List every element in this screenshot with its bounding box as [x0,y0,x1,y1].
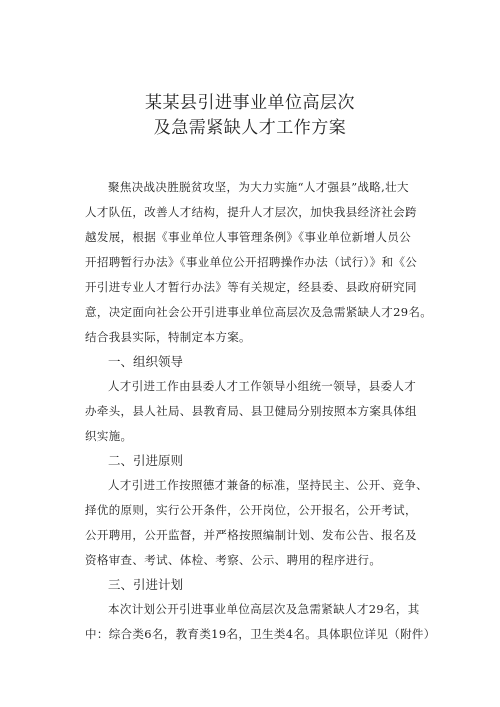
intro-line: 聚焦决战决胜脱贫攻坚，为大力实施“人才强县”战略,壮大 [108,180,409,194]
intro-line: 意，决定面向社会公开引进事业单位高层次及急需紧缺人才29名。 [85,305,433,319]
intro-line: 开引进专业人才暂行办法》等有关规定，经县委、县政府研究同 [85,280,417,294]
section-line: 资格审查、考试、体检、考察、公示、聘用的程序进行。 [85,553,382,567]
section-heading: 三、引进计划 [108,577,184,592]
section-line: 人才引进工作由县委人才工作领导小组统一领导，县委人才 [108,379,417,393]
intro-line: 人才队伍，改善人才结构，提升人才层次，加快我县经济社会跨 [85,205,417,219]
document-title-line-1: 某某县引进事业单位高层次 [145,93,355,113]
section-line: 择优的原则，实行公开条件，公开岗位，公开报名，公开考试， [85,503,417,517]
section-line: 人才引进工作按照德才兼备的标准，坚持民主、公开、竞争、 [108,478,428,492]
section-line: 织实施。 [85,429,133,443]
section-line: 办牵头，县人社局、县教育局、县卫健局分别按照本方案具体组 [85,404,417,418]
section-line: 中：综合类6名，教育类19名，卫生类4名。具体职位详见（附件） [85,627,436,641]
section-line: 公开聘用，公开监督，并严格按照编制计划、发布公告、报名及 [85,528,417,542]
section-heading: 一、组织领导 [108,354,184,369]
section-line: 本次计划公开引进事业单位高层次及急需紧缺人才29名，其 [108,602,420,616]
document-title-line-2: 及急需紧缺人才工作方案 [153,118,347,138]
intro-line: 越发展，根据《事业单位人事管理条例》《事业单位新增人员公 [85,230,412,244]
intro-line: 开招聘暂行办法》《事业单位公开招聘操作办法（试行）》和《公 [85,255,418,269]
intro-line: 结合我县实际，特制定本方案。 [85,330,251,344]
section-heading: 二、引进原则 [108,453,184,468]
